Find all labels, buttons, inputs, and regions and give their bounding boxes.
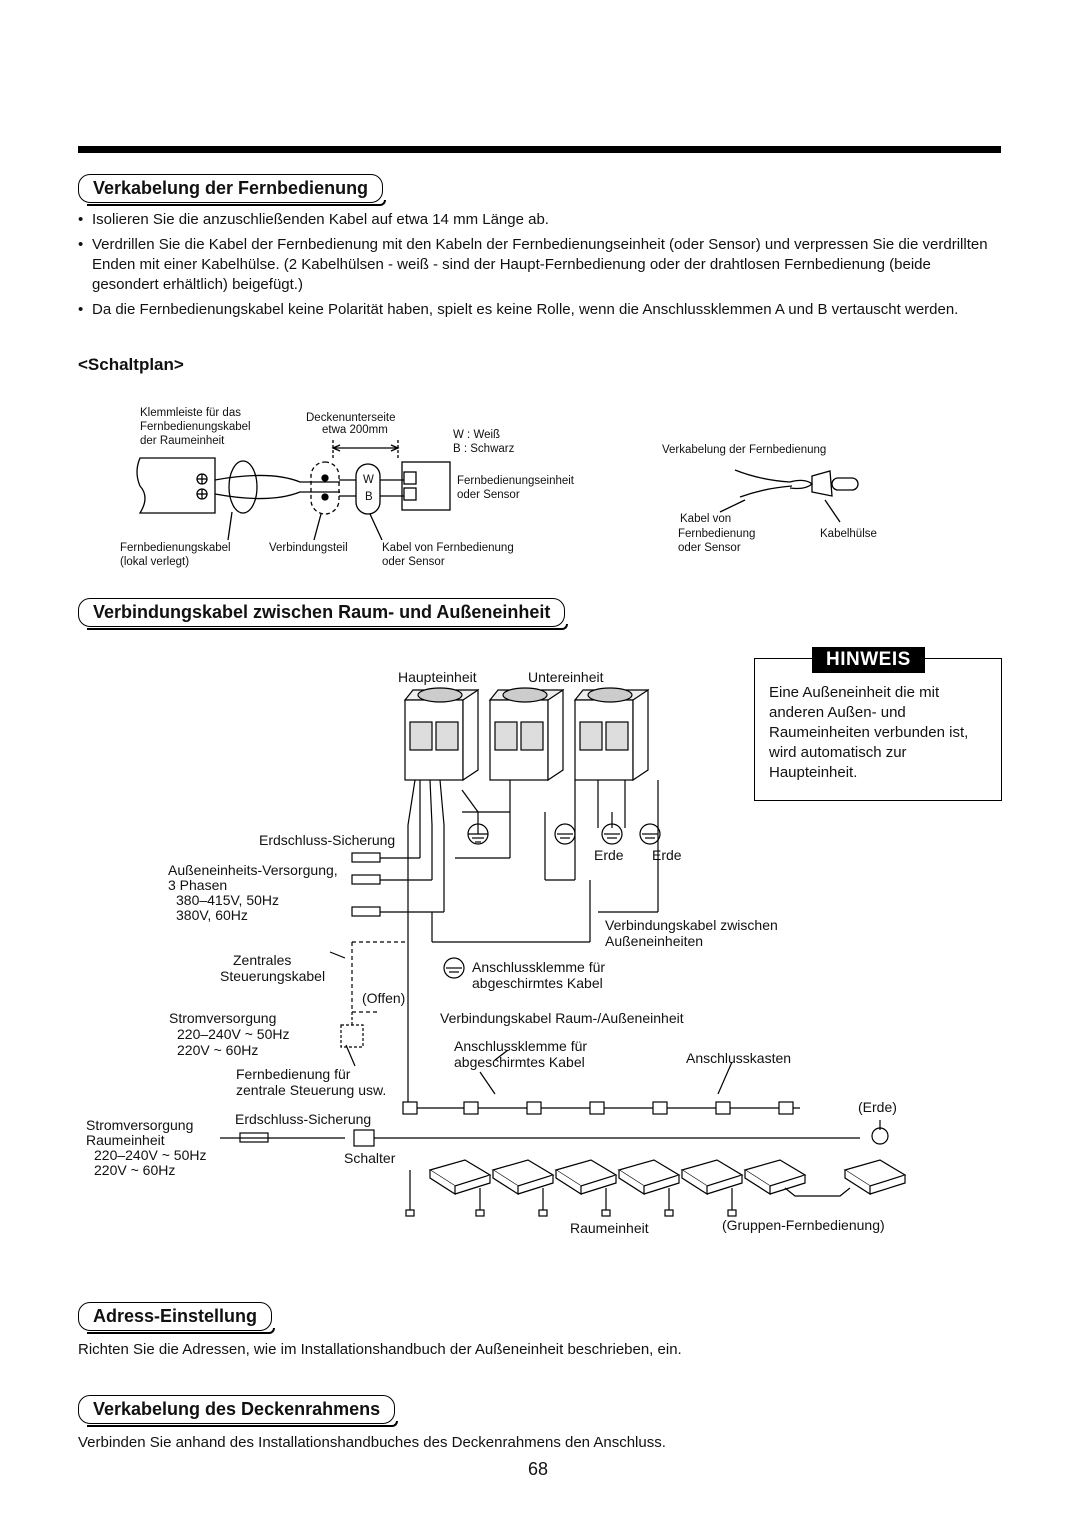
open-label: (Offen) [362, 990, 406, 1006]
section-title-remote-wiring: Verkabelung der Fernbedienung [78, 174, 383, 203]
color-legend-line: W : Weiß [453, 429, 501, 441]
ceiling-label-line: Deckenunterseite [306, 412, 396, 424]
terminal-b2-label: B [365, 491, 373, 503]
power-supply-line: 220V ~ 60Hz [177, 1042, 259, 1058]
indoor-supply-line: Stromversorgung [86, 1117, 194, 1133]
indoor-outdoor-cable-label: Verbindungskabel Raum-/Außeneinheit [440, 1010, 684, 1026]
earth-breaker-label: Erdschluss-Sicherung [259, 832, 396, 848]
shield-terminal2-line: Anschlussklemme für [454, 1038, 588, 1054]
address-text: Richten Sie die Adressen, wie im Installationshandbuch der Außeneinheit beschrieben, ein. [78, 1341, 682, 1358]
outdoor-unit [405, 688, 478, 780]
erde-label: Erde [652, 847, 682, 863]
terminal-label-line: Fernbedienungskabel [140, 421, 251, 433]
right-cable-label-line: Kabel von [680, 513, 732, 525]
right-wiring-title: Verkabelung der Fernbedienung [662, 444, 827, 456]
indoor-supply-line: 220–240V ~ 50Hz [94, 1147, 207, 1163]
indoor-unit-label: Raumeinheit [570, 1220, 649, 1236]
switch-label: Schalter [344, 1150, 396, 1166]
power-supply-line: Stromversorgung [169, 1010, 277, 1026]
erde-paren-label: Erde [594, 847, 624, 863]
hinweis-label: HINWEIS [812, 647, 925, 673]
outdoor-unit [575, 688, 648, 780]
sleeve-label: Kabelhülse [820, 528, 877, 540]
shield-terminal-line: abgeschirmtes Kabel [472, 975, 603, 991]
outdoor-unit [490, 688, 563, 780]
indoor-supply-line: 220V ~ 60Hz [94, 1162, 176, 1178]
indoor-supply-line: Raumeinheit [86, 1132, 165, 1148]
section-title-address: Adress-Einstellung [78, 1302, 272, 1331]
power-supply-line: 220–240V ~ 50Hz [177, 1026, 290, 1042]
ceiling-text: Verbinden Sie anhand des Installationshandbuches des Deckenrahmens den Anschluss. [78, 1434, 666, 1451]
terminal-label-line: Klemmleiste für das [140, 407, 241, 419]
between-outdoor-line: Verbindungskabel zwischen [605, 917, 778, 933]
page-number: 68 [528, 1459, 549, 1479]
between-outdoor-line: Außeneinheiten [605, 933, 704, 949]
outdoor-supply-line: 380V, 60Hz [176, 907, 248, 923]
terminal-label-line: der Raumeinheit [140, 435, 225, 447]
main-unit-label: Haupteinheit [398, 669, 477, 685]
central-control-line: Steuerungskabel [220, 968, 326, 984]
group-remote-label: (Gruppen-Fernbedienung) [722, 1217, 885, 1233]
color-legend-line: B : Schwarz [453, 443, 515, 455]
remote-cable-label-line: Kabel von Fernbedienung [382, 542, 514, 554]
schaltplan-heading: <Schaltplan> [78, 355, 184, 374]
bullet-item: • Verdrillen Sie die Kabel der Fernbedienung mit den Kabeln der Fernbedienungseinheit (oder Sensor) und verpressen Sie die verdrillten Enden mit einer Kabelhülse. (2 Kabelhülsen - weiß - sind der Haupt-Fernbedienung oder der drahtlosen Fernbedienung (beide gesondert erhältlich) beigefügt.) [78, 235, 998, 295]
junction-box-label: Anschlusskasten [686, 1050, 792, 1066]
cable-label-line: (lokal verlegt) [120, 556, 190, 568]
outdoor-supply-line: 3 Phasen [168, 877, 228, 893]
connector-label: Verbindungsteil [269, 542, 348, 554]
sub-unit-label: Untereinheit [528, 669, 604, 685]
outdoor-supply-line: 380–415V, 50Hz [176, 892, 280, 908]
hinweis-text: Eine Außeneinheit die mit anderen Außen- und Raumeinheiten verbunden ist, wird automatisch zur Haupteinheit. [769, 684, 969, 781]
bullet-item: • Isolieren Sie die anzuschließenden Kabel auf etwa 14 mm Länge ab. [78, 210, 998, 230]
remote-unit-label-line: oder Sensor [457, 489, 520, 501]
outdoor-supply-line: Außeneinheits-Versorgung, [168, 862, 338, 878]
right-cable-label-line: oder Sensor [678, 542, 741, 554]
bullet-item: • Da die Fernbedienungskabel keine Polarität haben, spielt es keine Rolle, wenn die Anschlussklemmen A und B vertauscht werden. [78, 300, 998, 320]
shield-terminal2-line: abgeschirmtes Kabel [454, 1054, 585, 1070]
erde2-label: (Erde) [858, 1099, 897, 1115]
remote-unit-label-line: Fernbedienungseinheit [457, 475, 575, 487]
shield-terminal-line: Anschlussklemme für [472, 959, 606, 975]
earth-breaker2-label: Erdschluss-Sicherung [235, 1111, 372, 1127]
section-title-connection-cable: Verbindungskabel zwischen Raum- und Außeneinheit [78, 598, 565, 627]
terminal-w-label: W [363, 474, 374, 486]
central-remote-line: zentrale Steuerung usw. [236, 1082, 387, 1098]
ceiling-label-line: etwa 200mm [322, 424, 388, 436]
right-cable-label-line: Fernbedienung [678, 528, 756, 540]
section-title-ceiling-frame: Verkabelung des Deckenrahmens [78, 1395, 395, 1424]
central-control-line: Zentrales [233, 952, 292, 968]
central-remote-line: Fernbedienung für [236, 1066, 351, 1082]
remote-cable-label-line: oder Sensor [382, 556, 445, 568]
cable-label-line: Fernbedienungskabel [120, 542, 231, 554]
